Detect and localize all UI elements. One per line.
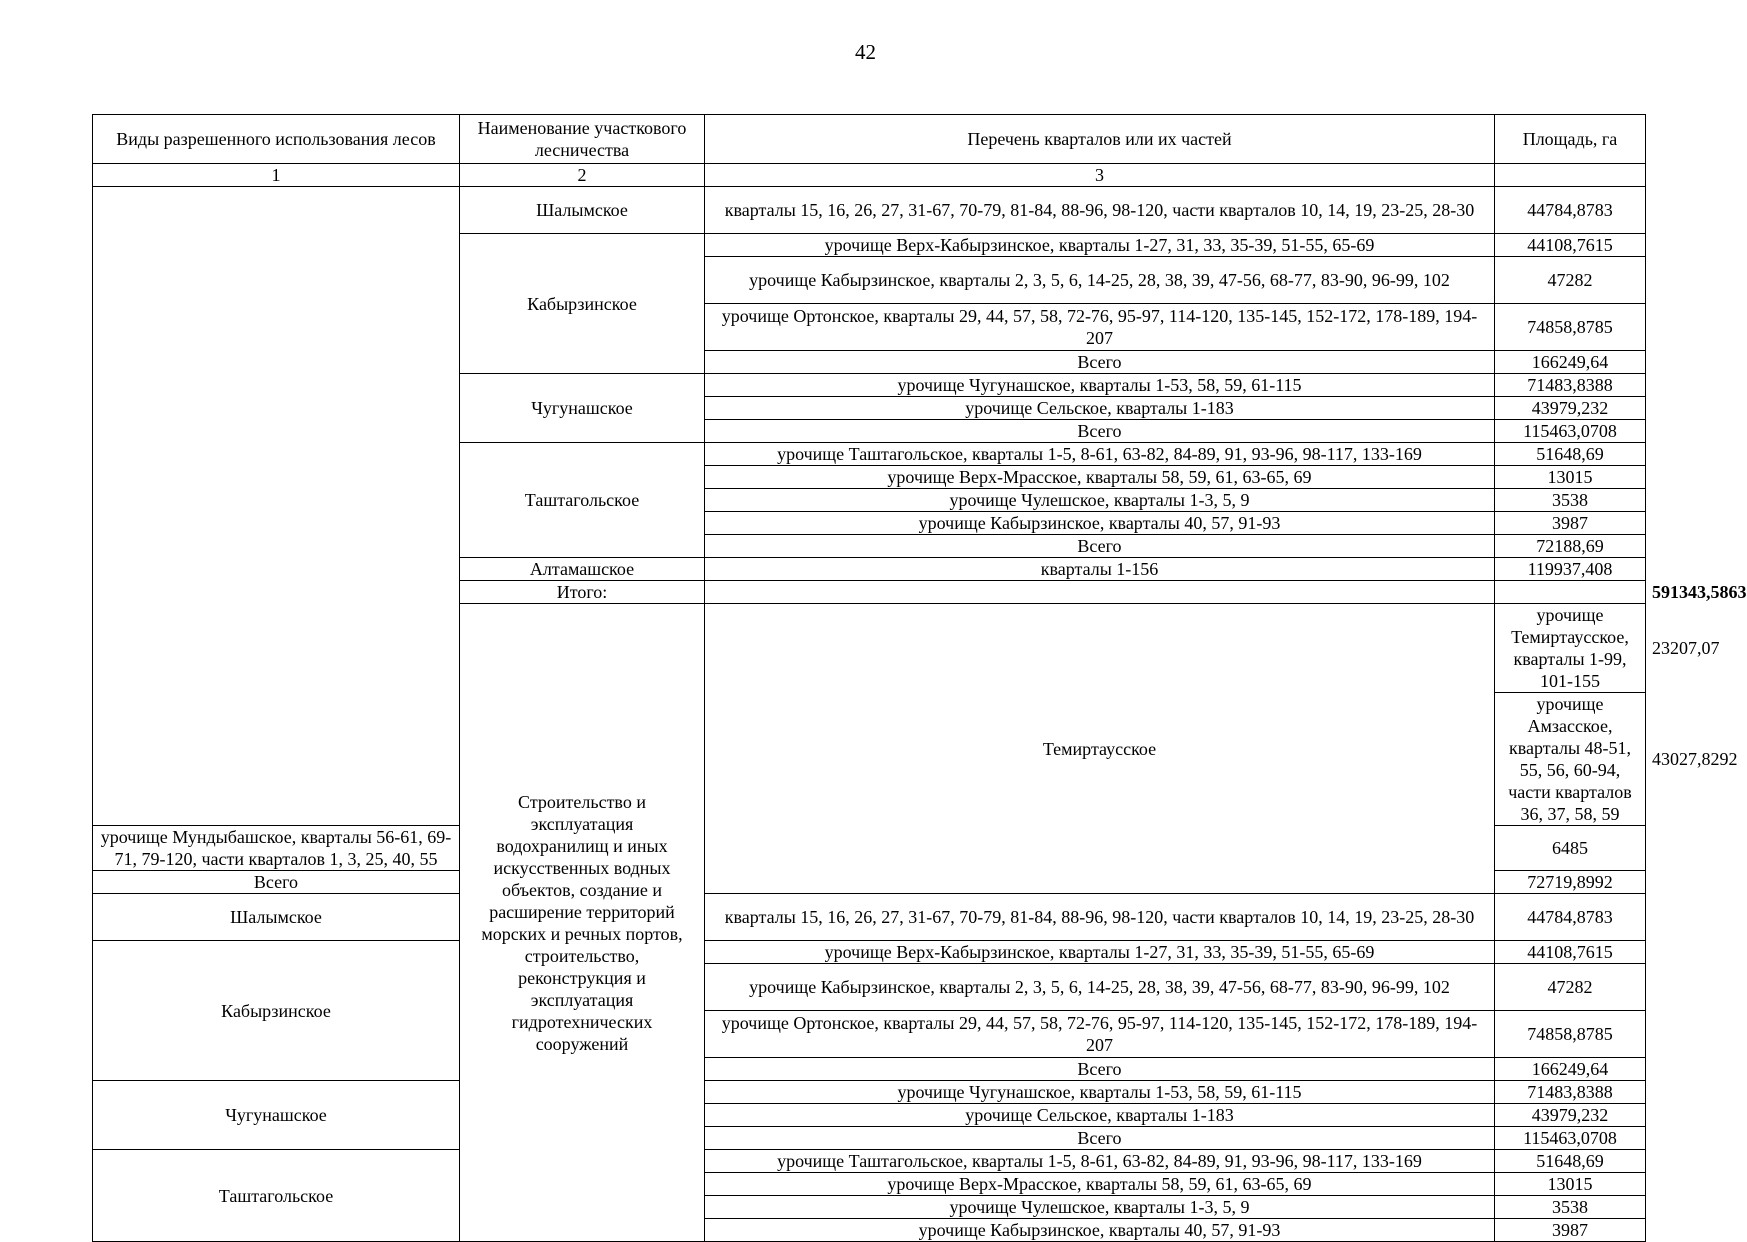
forestry-name: Алтамашское <box>460 558 705 581</box>
quarters-text: урочище Кабырзинское, кварталы 40, 57, 91-93 <box>705 1219 1495 1242</box>
subtotal-value: 166249,64 <box>1495 351 1646 374</box>
quarters-text: урочище Темиртаусское, кварталы 1-99, 101-155 <box>1495 604 1646 693</box>
table-row <box>93 894 1646 941</box>
column-number: 3 <box>705 164 1495 187</box>
subtotal-label: Всего <box>93 871 460 894</box>
area-value: 44784,8783 <box>1495 894 1646 941</box>
quarters-text: урочище Сельское, кварталы 1-183 <box>705 397 1495 420</box>
quarters-text: кварталы 15, 16, 26, 27, 31-67, 70-79, 81-84, 88-96, 98-120, части кварталов 10, 14, 19, 23-25, 28-30 <box>705 187 1495 234</box>
quarters-text: урочище Кабырзинское, кварталы 40, 57, 91-93 <box>705 512 1495 535</box>
area-value: 47282 <box>1495 964 1646 1011</box>
subtotal-label: Всего <box>705 1127 1495 1150</box>
column-number <box>1495 164 1646 187</box>
header-quarters-list: Перечень кварталов или их частей <box>705 115 1495 164</box>
forestry-name: Шалымское <box>93 894 460 941</box>
subtotal-value: 166249,64 <box>1495 1058 1646 1081</box>
quarters-text: урочище Чугунашское, кварталы 1-53, 58, 59, 61-115 <box>705 374 1495 397</box>
quarters-text: урочище Чугунашское, кварталы 1-53, 58, 59, 61-115 <box>705 1081 1495 1104</box>
area-value: 44784,8783 <box>1495 187 1646 234</box>
header-area: Площадь, га <box>1495 115 1646 164</box>
table-header-row <box>93 115 1646 164</box>
quarters-text: кварталы 1-156 <box>705 558 1495 581</box>
quarters-text: кварталы 15, 16, 26, 27, 31-67, 70-79, 81-84, 88-96, 98-120, части кварталов 10, 14, 19, 23-25, 28-30 <box>705 894 1495 941</box>
area-value: 43979,232 <box>1495 1104 1646 1127</box>
area-value: 3987 <box>1495 512 1646 535</box>
area-value: 13015 <box>1495 466 1646 489</box>
quarters-text: урочище Верх-Мрасское, кварталы 58, 59, 61, 63-65, 69 <box>705 1173 1495 1196</box>
forestry-name: Чугунашское <box>460 374 705 443</box>
usage-type-cell <box>93 187 460 826</box>
column-number-row <box>93 164 1646 187</box>
area-value: 71483,8388 <box>1495 1081 1646 1104</box>
quarters-text: урочище Чулешское, кварталы 1-3, 5, 9 <box>705 489 1495 512</box>
area-value: 43979,232 <box>1495 397 1646 420</box>
column-number: 1 <box>93 164 460 187</box>
quarters-text: урочище Ортонское, кварталы 29, 44, 57, 58, 72-76, 95-97, 114-120, 135-145, 152-172, 178-189, 194-207 <box>705 304 1495 351</box>
forestry-name: Кабырзинское <box>93 941 460 1081</box>
area-value: 71483,8388 <box>1495 374 1646 397</box>
area-value: 6485 <box>1495 826 1646 871</box>
area-value: 3987 <box>1495 1219 1646 1242</box>
subtotal-label: Всего <box>705 535 1495 558</box>
empty-cell <box>705 581 1495 604</box>
area-value: 51648,69 <box>1495 1150 1646 1173</box>
header-forestry-name: Наименование участкового лесничества <box>460 115 705 164</box>
area-value: 44108,7615 <box>1495 941 1646 964</box>
subtotal-label: Всего <box>705 1058 1495 1081</box>
table-row <box>93 1081 1646 1104</box>
table-row <box>93 187 1646 234</box>
area-value: 119937,408 <box>1495 558 1646 581</box>
quarters-text: урочище Амзасское, кварталы 48-51, 55, 56, 60-94, части кварталов 36, 37, 58, 59 <box>1495 693 1646 826</box>
area-value: 13015 <box>1495 1173 1646 1196</box>
table-row: Строительство и эксплуатация водохранилищ и иных искусственных водных объектов, создание и расширение территорий морских и речных портов, строительство, реконструкция и эксплуатация гидротехнических сооружений Темиртаусское урочище Темиртаусское, кварталы 1-99, 101-155 23207,07 <box>93 604 1646 693</box>
quarters-text: урочище Верх-Мрасское, кварталы 58, 59, 61, 63-65, 69 <box>705 466 1495 489</box>
area-value: 74858,8785 <box>1495 304 1646 351</box>
usage-type-cell: Строительство и эксплуатация водохранилищ и иных искусственных водных объектов, создание и расширение территорий морских и речных портов, строительство, реконструкция и эксплуатация гидротехнических сооружений <box>460 604 705 1242</box>
forestry-name: Таштагольское <box>460 443 705 558</box>
subtotal-label: Всего <box>705 420 1495 443</box>
subtotal-value: 115463,0708 <box>1495 1127 1646 1150</box>
area-value: 3538 <box>1495 489 1646 512</box>
quarters-text: урочище Кабырзинское, кварталы 2, 3, 5, 6, 14-25, 28, 38, 39, 47-56, 68-77, 83-90, 96-99, 102 <box>705 964 1495 1011</box>
subtotal-value: 72719,8992 <box>1495 871 1646 894</box>
quarters-text: урочище Кабырзинское, кварталы 2, 3, 5, 6, 14-25, 28, 38, 39, 47-56, 68-77, 83-90, 96-99, 102 <box>705 257 1495 304</box>
grand-total-label: Итого: <box>460 581 705 604</box>
quarters-text: урочище Верх-Кабырзинское, кварталы 1-27, 31, 33, 35-39, 51-55, 65-69 <box>705 234 1495 257</box>
subtotal-label: Всего <box>705 351 1495 374</box>
quarters-text: урочище Ортонское, кварталы 29, 44, 57, 58, 72-76, 95-97, 114-120, 135-145, 152-172, 178-189, 194-207 <box>705 1011 1495 1058</box>
forestry-name: Темиртаусское <box>705 604 1495 894</box>
table-row <box>93 1150 1646 1173</box>
forest-use-table <box>92 114 1747 1242</box>
column-number: 2 <box>460 164 705 187</box>
page-number: 42 <box>855 40 876 64</box>
table-row: урочище Амзасское, кварталы 48-51, 55, 56, 60-94, части кварталов 36, 37, 58, 59 43027,8292 <box>93 693 1646 826</box>
table-row <box>93 941 1646 964</box>
forestry-name: Кабырзинское <box>460 234 705 374</box>
empty-cell <box>1495 581 1646 604</box>
area-value: 3538 <box>1495 1196 1646 1219</box>
area-value: 44108,7615 <box>1495 234 1646 257</box>
quarters-text: урочище Верх-Кабырзинское, кварталы 1-27, 31, 33, 35-39, 51-55, 65-69 <box>705 941 1495 964</box>
quarters-text: урочище Сельское, кварталы 1-183 <box>705 1104 1495 1127</box>
quarters-text: урочище Мундыбашское, кварталы 56-61, 69-71, 79-120, части кварталов 1, 3, 25, 40, 55 <box>93 826 460 871</box>
subtotal-value: 115463,0708 <box>1495 420 1646 443</box>
header-usage-type: Виды разрешенного использования лесов <box>93 115 460 164</box>
forestry-name: Шалымское <box>460 187 705 234</box>
forestry-name: Таштагольское <box>93 1150 460 1242</box>
quarters-text: урочище Чулешское, кварталы 1-3, 5, 9 <box>705 1196 1495 1219</box>
area-value: 51648,69 <box>1495 443 1646 466</box>
subtotal-value: 72188,69 <box>1495 535 1646 558</box>
area-value: 47282 <box>1495 257 1646 304</box>
forestry-name: Чугунашское <box>93 1081 460 1150</box>
grand-total-row: Итого: 591343,5863 <box>93 581 1646 604</box>
area-value: 74858,8785 <box>1495 1011 1646 1058</box>
quarters-text: урочище Таштагольское, кварталы 1-5, 8-61, 63-82, 84-89, 91, 93-96, 98-117, 133-169 <box>705 1150 1495 1173</box>
quarters-text: урочище Таштагольское, кварталы 1-5, 8-61, 63-82, 84-89, 91, 93-96, 98-117, 133-169 <box>705 443 1495 466</box>
